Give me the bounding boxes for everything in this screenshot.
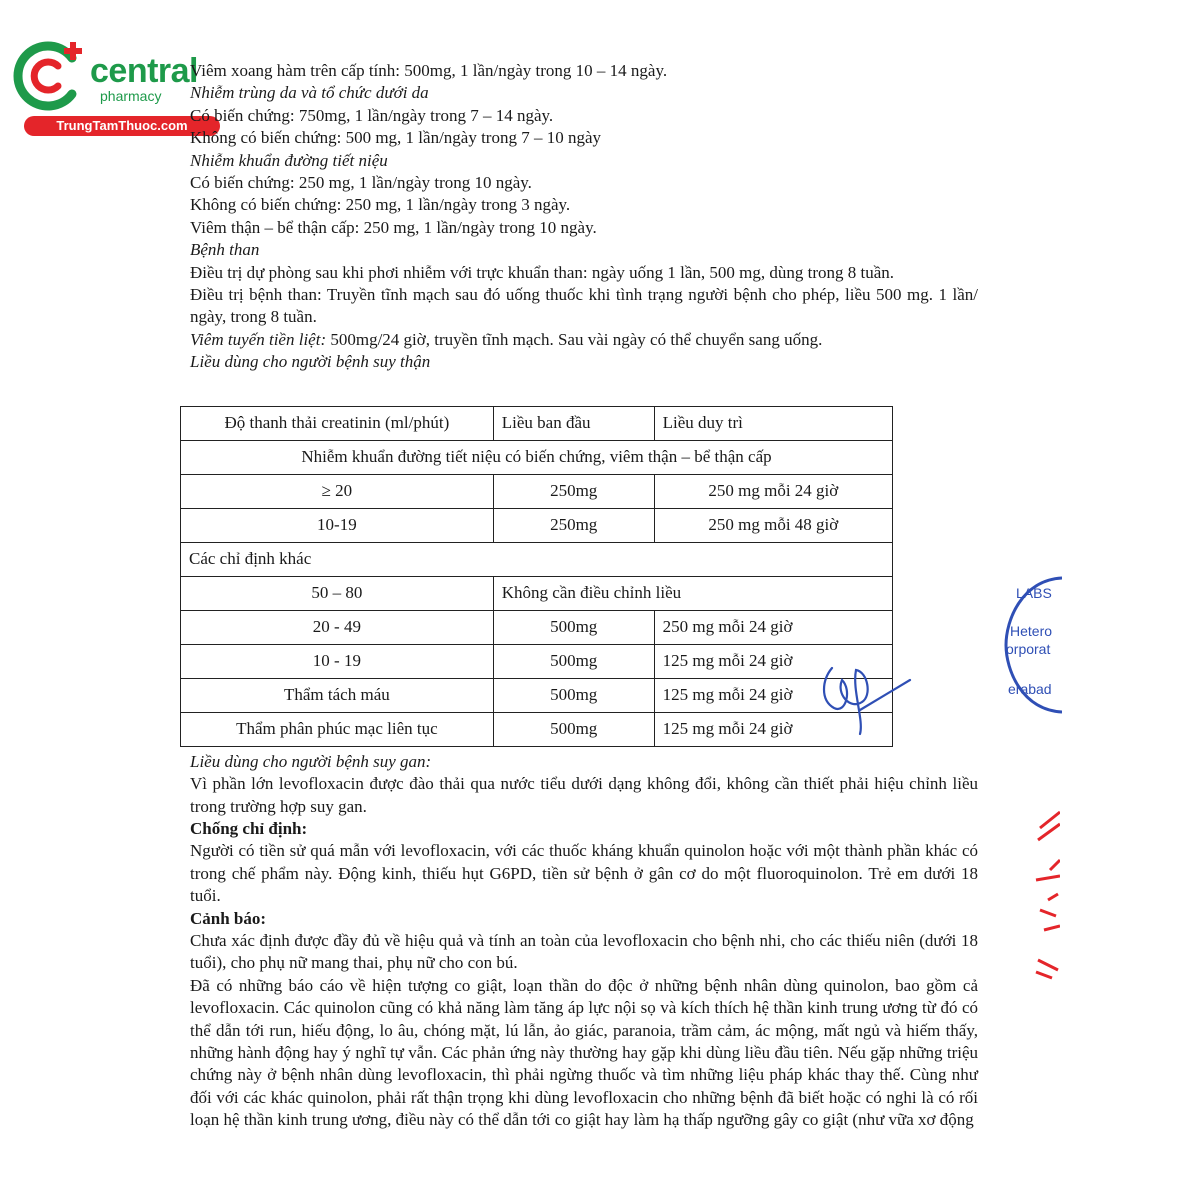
table-cell: ≥ 20 (181, 474, 494, 508)
table-section-row (181, 542, 893, 576)
red-seal-stamp (1030, 810, 1060, 980)
text-paragraph: Điều trị dự phòng sau khi phơi nhiễm với trực khuẩn than: ngày uống 1 lần, 500 mg, dùng trong 8 tuần. (190, 262, 895, 282)
table-section-title: Nhiễm khuẩn đường tiết niệu có biến chứng, viêm thận – bể thận cấp (181, 440, 893, 474)
table-cell: 250 mg mỗi 48 giờ (654, 508, 892, 542)
stamp-text: erabad (1008, 681, 1052, 697)
table-row (181, 576, 893, 610)
table-cell: 125 mg mỗi 24 giờ (654, 678, 892, 712)
table-cell: Không cần điều chỉnh liều (493, 576, 892, 610)
table-cell: Thẩm tách máu (181, 678, 494, 712)
table-cell: 250mg (493, 508, 654, 542)
pharmacy-logo-icon (10, 36, 92, 116)
text-line: Có biến chứng: 750mg, 1 lần/ngày trong 7 – 14 ngày. (190, 105, 554, 125)
table-row (181, 712, 893, 746)
stamp-text: orporat (1006, 641, 1051, 657)
table-row (181, 474, 893, 508)
table-header-row (181, 406, 893, 440)
table-header-cell: Liều duy trì (654, 406, 892, 440)
table-cell: 500mg (493, 610, 654, 644)
table-cell: 250 mg mỗi 24 giờ (654, 610, 892, 644)
text-line: Viêm xoang hàm trên cấp tính: 500mg, 1 lần/ngày trong 10 – 14 ngày. (190, 61, 668, 80)
table-cell: Thẩm phân phúc mạc liên tục (181, 712, 494, 746)
text-paragraph: Vì phần lớn levofloxacin được đào thải qua nước tiểu dưới dạng không đổi, không cần thiết phải hiệu chỉnh liều trong trường hợp suy gan. (190, 774, 978, 816)
table-row (181, 610, 893, 644)
text-line: Viêm thận – bể thận cấp: 250 mg, 1 lần/ngày trong 10 ngày. (190, 217, 597, 237)
text-line: Không có biến chứng: 500 mg, 1 lần/ngày trong 7 – 10 ngày (190, 128, 602, 148)
renal-dose-table (180, 406, 893, 747)
stamp-text: LABS (1016, 585, 1052, 601)
table-cell: 500mg (493, 678, 654, 712)
table-cell: 250 mg mỗi 24 giờ (654, 474, 892, 508)
table-row (181, 644, 893, 678)
section-heading: Cảnh báo: (190, 908, 267, 928)
prostate-label: Viêm tuyến tiền liệt: (190, 329, 327, 349)
stamp-text: Hetero (1010, 623, 1053, 639)
brand-subtitle: pharmacy (100, 88, 162, 104)
section-heading: Chống chỉ định: (190, 818, 308, 838)
document-body (190, 60, 978, 1132)
table-row (181, 678, 893, 712)
text-line: Không có biến chứng: 250 mg, 1 lần/ngày trong 3 ngày. (190, 195, 571, 215)
prostate-text: 500mg/24 giờ, truyền tĩnh mạch. Sau vài ngày có thể chuyển sang uống. (326, 329, 823, 349)
central-pharmacy-logo (10, 36, 220, 136)
section-heading: Nhiễm trùng da và tổ chức dưới da (190, 83, 429, 103)
handwritten-signature (812, 650, 912, 740)
section-heading: Liều dùng cho người bệnh suy gan: (190, 751, 432, 771)
table-section-title: Các chỉ định khác (181, 542, 893, 576)
section-heading: Bệnh than (190, 240, 260, 260)
table-cell: 50 – 80 (181, 576, 494, 610)
text-paragraph: Điều trị bệnh than: Truyền tĩnh mạch sau đó uống thuốc khi tình trạng người bệnh cho phép, liều 500 mg. 1 lần/ ngày, trong 8 tuần. (190, 285, 978, 327)
brand-website: TrungTamThuoc.com (24, 116, 220, 136)
text-line: Có biến chứng: 250 mg, 1 lần/ngày trong 10 ngày. (190, 173, 532, 193)
table-cell: 125 mg mỗi 24 giờ (654, 712, 892, 746)
company-stamp (1002, 570, 1062, 720)
table-section-row (181, 440, 893, 474)
table-header-cell: Độ thanh thải creatinin (ml/phút) (181, 406, 494, 440)
table-cell: 20 - 49 (181, 610, 494, 644)
section-heading: Liều dùng cho người bệnh suy thận (190, 352, 431, 372)
table-cell: 10-19 (181, 508, 494, 542)
text-paragraph: Chưa xác định được đầy đủ về hiệu quả và tính an toàn của levofloxacin cho bệnh nhi, cho các thiếu niên (dưới 18 tuổi), cho phụ nữ mang thai, phụ nữ cho con bú. (190, 930, 978, 973)
brand-name: central (90, 52, 198, 90)
text-line (190, 329, 978, 351)
table-cell: 500mg (493, 712, 654, 746)
table-cell: 500mg (493, 644, 654, 678)
table-cell: 250mg (493, 474, 654, 508)
text-paragraph: Đã có những báo cáo về hiện tượng co giật, loạn thần do độc ở những bệnh nhân dùng quinolon, bao gồm cả levofloxacin. Các quinolon cũng có khả năng làm tăng áp lực nội sọ và kích thích hệ thần kinh trung ương từ đó có thể dẫn tới run, hiếu động, lo âu, chóng mặt, lú lẫn, ảo giác, paranoia, trầm cảm, ác mộng, mất ngủ và hiếm thấy, những hành động hay ý nghĩ tự vẫn. Các phản ứng này thường hay gặp khi dùng liều đầu tiên. Nếu gặp những triệu chứng này ở bệnh nhân dùng levofloxacin, thì phải ngừng thuốc và tìm những liệu pháp khác thay thế. Cùng như đối với các khác quinolon, phải rất thận trọng khi dùng levofloxacin cho những bệnh đã biết hoặc có nghi là có rối loạn hệ thần kinh trung ương, điều này có thể dẫn tới co giật hay làm hạ thấp ngưỡng gây co giật (như vữa xơ động (190, 975, 978, 1130)
section-heading: Nhiễm khuẩn đường tiết niệu (190, 150, 388, 170)
table-row (181, 508, 893, 542)
table-cell: 10 - 19 (181, 644, 494, 678)
table-header-cell: Liều ban đầu (493, 406, 654, 440)
table-cell: 125 mg mỗi 24 giờ (654, 644, 892, 678)
text-paragraph: Người có tiền sử quá mẫn với levofloxacin, với các thuốc kháng khuẩn quinolon hoặc với một thành phần khác có trong chế phẩm này. Động kinh, thiếu hụt G6PD, tiền sử bệnh ở gân cơ do một fluoroquinolon. Trẻ em dưới 18 tuổi. (190, 841, 978, 906)
